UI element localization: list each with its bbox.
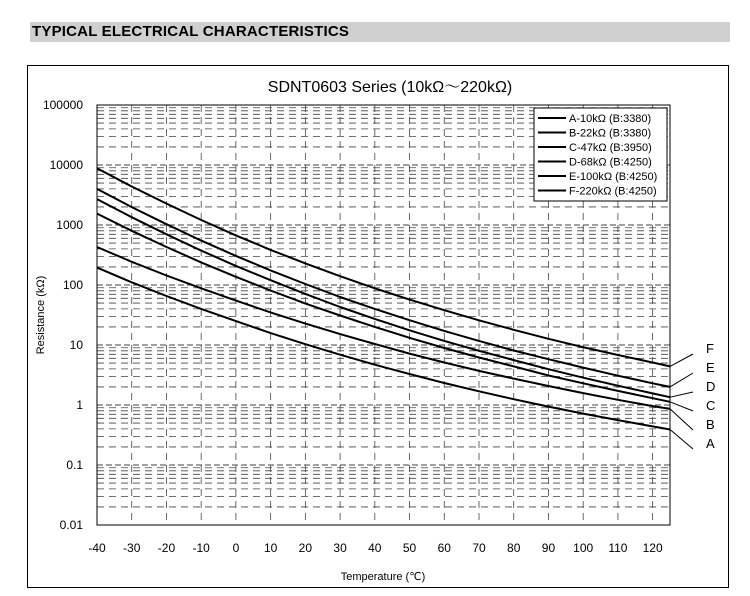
- leader-line-D: [670, 392, 693, 397]
- x-tick-label: 90: [541, 541, 556, 555]
- legend-label: F-220kΩ (B:4250): [569, 185, 657, 198]
- x-tick-label: 110: [608, 541, 628, 555]
- legend-label: D-68kΩ (B:4250): [569, 156, 652, 169]
- y-axis-title: Resistance (kΩ): [35, 275, 47, 355]
- y-tick-label: 1000: [56, 218, 83, 232]
- x-tick-label: -40: [88, 541, 106, 555]
- chart-title: SDNT0603 Series (10kΩ～220kΩ): [267, 79, 513, 96]
- legend: [534, 108, 667, 201]
- legend-label: A-10kΩ (B:3380): [569, 113, 652, 125]
- y-tick-label: 10: [69, 338, 83, 352]
- x-tick-labels: [88, 541, 663, 555]
- x-tick-label: 0: [232, 541, 240, 555]
- x-tick-label: 20: [298, 541, 313, 555]
- end-label-B: B: [706, 417, 715, 432]
- y-tick-label: 1: [76, 398, 83, 412]
- leader-line-A: [670, 430, 693, 449]
- leader-line-E: [670, 373, 693, 387]
- x-tick-label: 120: [642, 541, 663, 555]
- x-tick-label: 10: [263, 541, 278, 555]
- end-label-F: F: [706, 341, 714, 356]
- end-label-C: C: [706, 398, 716, 413]
- x-tick-label: 40: [368, 541, 382, 555]
- x-tick-label: 60: [437, 541, 451, 555]
- end-label-A: A: [706, 436, 715, 451]
- series-line-B: [97, 247, 670, 409]
- y-tick-label: 0.01: [59, 518, 83, 532]
- y-tick-label: 100: [62, 278, 83, 292]
- x-tick-label: 100: [573, 541, 594, 555]
- end-label-E: E: [706, 360, 715, 375]
- y-tick-label: 10000: [49, 158, 83, 172]
- legend-label: E-100kΩ (B:4250): [569, 171, 658, 183]
- x-tick-label: -30: [123, 541, 141, 555]
- legend-label: C-47kΩ (B:3950): [569, 142, 652, 154]
- leader-line-B: [670, 409, 693, 430]
- x-tick-label: 70: [472, 541, 486, 555]
- y-tick-labels: [43, 98, 83, 532]
- x-axis-title: Temperature (℃): [340, 571, 426, 583]
- end-label-D: D: [706, 379, 716, 394]
- leader-line-F: [670, 354, 693, 366]
- series-lines: [97, 168, 670, 429]
- y-tick-label: 100000: [42, 98, 83, 112]
- x-tick-label: 30: [333, 541, 347, 555]
- x-tick-label: 50: [402, 541, 417, 555]
- legend-label: B-22kΩ (B:3380): [569, 127, 652, 140]
- y-tick-label: 0.1: [66, 458, 83, 472]
- section-title: TYPICAL ELECTRICAL CHARACTERISTICS: [32, 23, 350, 40]
- curve-end-labels: [670, 341, 715, 451]
- leader-line-C: [670, 402, 693, 411]
- x-tick-label: 80: [507, 541, 521, 555]
- x-tick-label: -20: [157, 541, 176, 555]
- x-tick-label: -10: [192, 541, 210, 555]
